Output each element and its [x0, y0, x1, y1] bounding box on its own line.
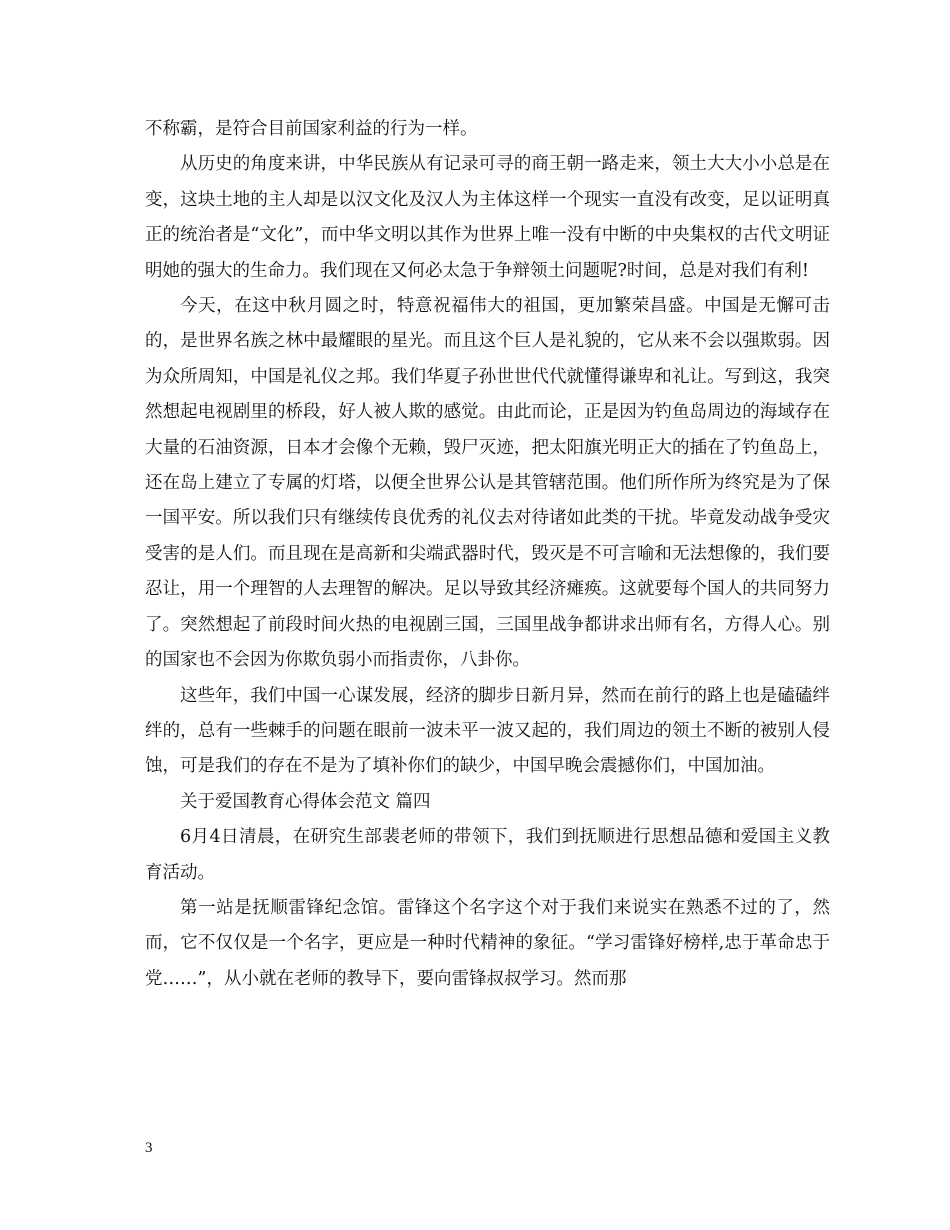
paragraph-mid-autumn: 今天，在这中秋月圆之时，特意祝福伟大的祖国，更加繁荣昌盛。中国是无懈可击的，是世界名族之林中最耀眼的星光。而且这个巨人是礼貌的，它从来不会以强欺弱。因为众所周知，中国是礼仪之邦。我们华夏子孙世世代代就懂得谦卑和礼让。写到这，我突然想起电视剧里的桥段，好人被人欺的感觉。由此而论，正是因为钓鱼岛周边的海域存在大量的石油资源，日本才会像个无赖，毁尸灭迹，把太阳旗光明正大的插在了钓鱼岛上，还在岛上建立了专属的灯塔，以便全世界公认是其管辖范围。他们所作所为终究是为了保一国平安。所以我们只有继续传良优秀的礼仪去对待诸如此类的干扰。毕竟发动战争受灾受害的是人们。而且现在是高新和尖端武器时代，毁灭是不可言喻和无法想像的，我们要忍让，用一个理智的人去理智的解决。足以导致其经济瘫痪。这就要每个国人的共同努力了。突然想起了前段时间火热的电视剧三国，三国里战争都讲求出师有名，方得人心。别的国家也不会因为你欺负弱小而指责你，八卦你。 [145, 296, 830, 671]
paragraph-development: 这些年，我们中国一心谋发展，经济的脚步日新月异，然而在前行的路上也是磕磕绊绊的，总有一些棘手的问题在眼前一波未平一波又起的，我们周边的领土不断的被别人侵蚀，可是我们的存在不是为了填补你们的缺少，中国早晚会震撼你们，中国加油。 [145, 685, 830, 777]
paragraph-continuation: 不称霸，是符合目前国家利益的行为一样。 [145, 119, 478, 139]
document-body [145, 112, 830, 997]
page-number: 3 [145, 1140, 153, 1156]
paragraph-history: 从历史的角度来讲，中华民族从有记录可寻的商王朝一路走来，领土大大小小总是在变，这块土地的主人却是以汉文化及汉人为主体这样一个现实一直没有改变，足以证明真正的统治者是“文化”，而中华文明以其作为世界上唯一没有中断的中央集权的古代文明证明她的强大的生命力。我们现在又何必太急于争辩领土问题呢?时间，总是对我们有利! [145, 154, 830, 281]
section-heading: 关于爱国教育心得体会范文 篇四 [180, 791, 431, 812]
paragraph-fushun-trip: 6月4日清晨，在研究生部裴老师的带领下，我们到抚顺进行思想品德和爱国主义教育活动。 [145, 827, 830, 883]
paragraph-leifeng: 第一站是抚顺雷锋纪念馆。雷锋这个名字这个对于我们来说实在熟悉不过的了，然而，它不仅仅是一个名字，更应是一种时代精神的象征。“学习雷锋好榜样,忠于革命忠于党……”，从小就在老师的教导下，要向雷锋叔叔学习。然而那 [145, 897, 830, 989]
